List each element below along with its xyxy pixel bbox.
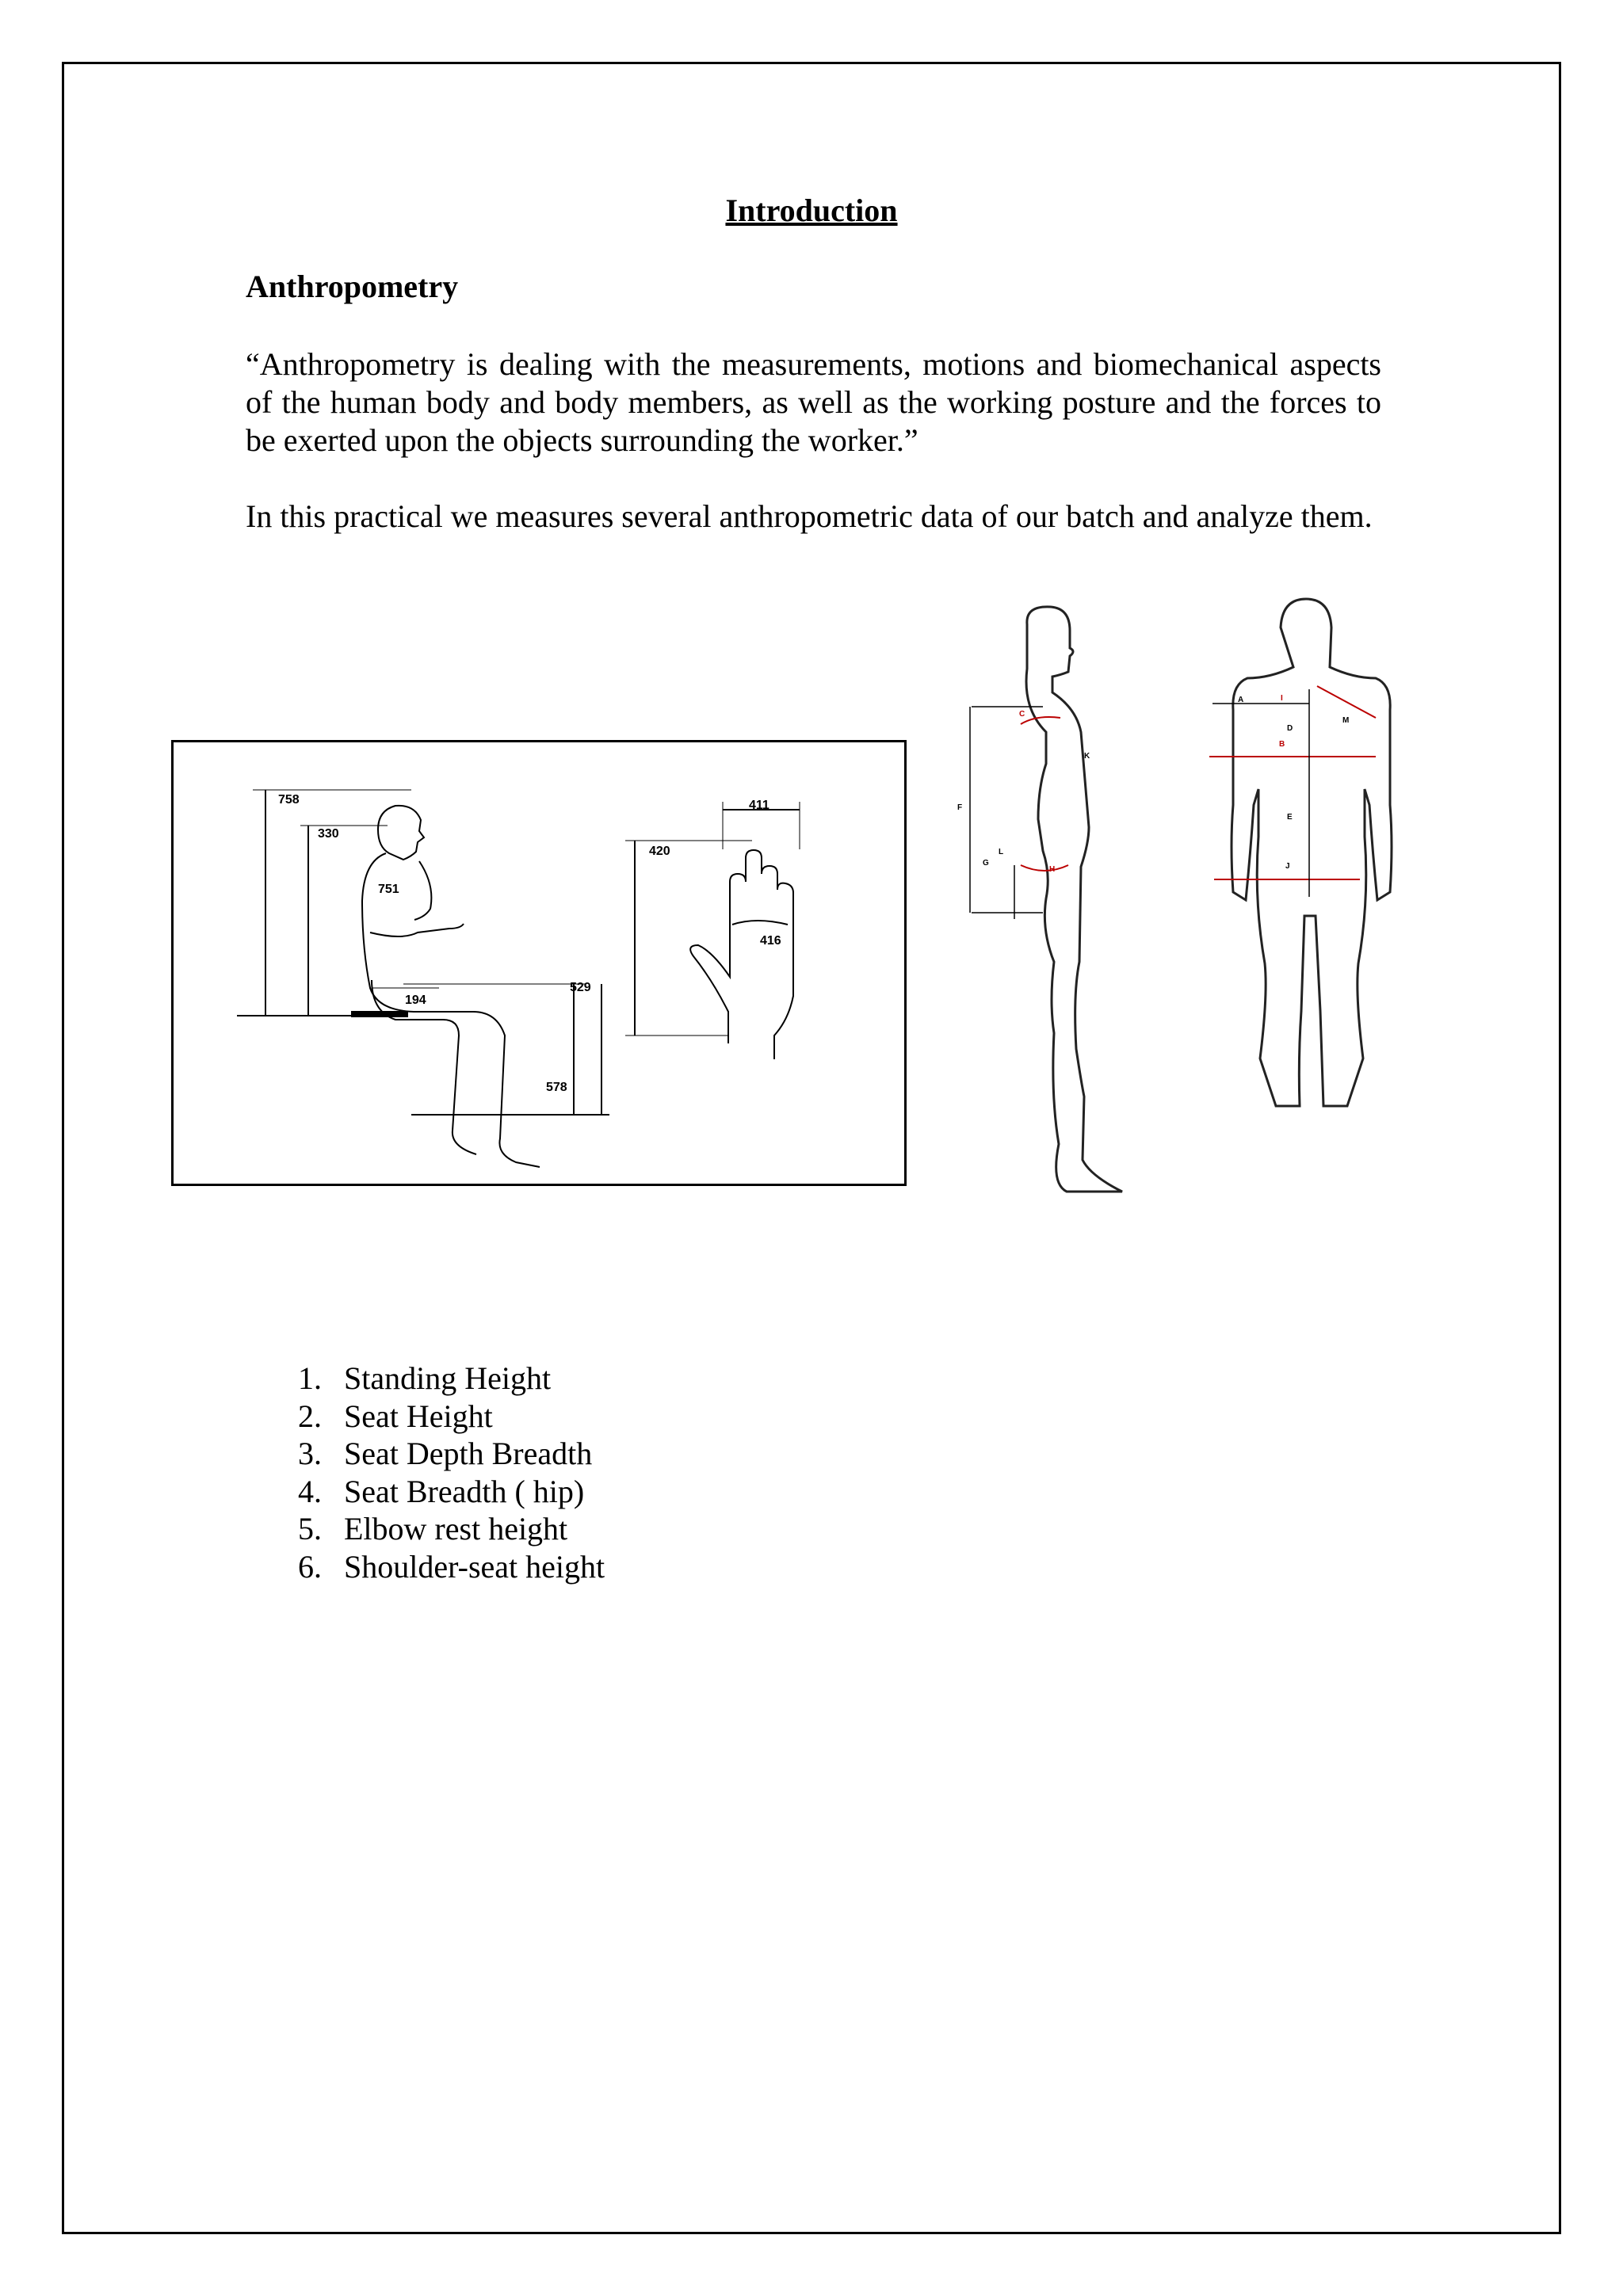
label-411: 411 [749,799,769,812]
label-416: 416 [760,934,781,948]
list-item: 1. Standing Height [298,1360,552,1396]
marker-I: I [1281,694,1283,703]
body-outline-figure [948,596,1400,1261]
label-578: 578 [546,1081,567,1094]
marker-H: H [1049,865,1056,874]
seated-figure-drawing [174,742,909,1188]
list-item: 2. Seat Height [298,1398,493,1434]
label-420: 420 [649,845,670,858]
marker-J: J [1285,862,1290,871]
list-item: 3. Seat Depth Breadth [298,1436,593,1471]
marker-M: M [1342,716,1350,725]
label-194: 194 [405,994,426,1007]
marker-A: A [1238,696,1244,704]
page-title: Introduction [725,193,898,228]
marker-F: F [957,803,963,812]
list-item: 6. Shoulder-seat height [298,1548,605,1585]
list-item: 5. Elbow rest height [298,1511,568,1547]
label-529: 529 [570,981,591,994]
seated-anthropometry-figure [171,740,907,1186]
marker-D: D [1287,724,1293,733]
marker-E: E [1287,813,1293,822]
marker-L: L [999,848,1004,856]
label-758: 758 [278,793,300,807]
marker-G: G [983,859,989,868]
marker-K: K [1084,752,1090,761]
measurement-list [285,1360,605,1585]
practical-paragraph: In this practical we measures several anthropometric data of our batch and analyze them. [246,498,1373,534]
list-item: 4. Seat Breadth ( hip) [298,1473,585,1509]
body-outline-drawing [948,596,1400,1261]
label-330: 330 [318,827,339,841]
marker-C: C [1019,710,1025,719]
definition-paragraph: “Anthropometry is dealing with the measurements, motions and biomechanical aspects of the human body and body members, as well as the working posture and the forces to be exerted upon the objects surrounding the worker.” [246,346,1381,458]
marker-B: B [1279,740,1285,749]
label-751: 751 [378,883,399,896]
section-heading: Anthropometry [246,269,459,304]
